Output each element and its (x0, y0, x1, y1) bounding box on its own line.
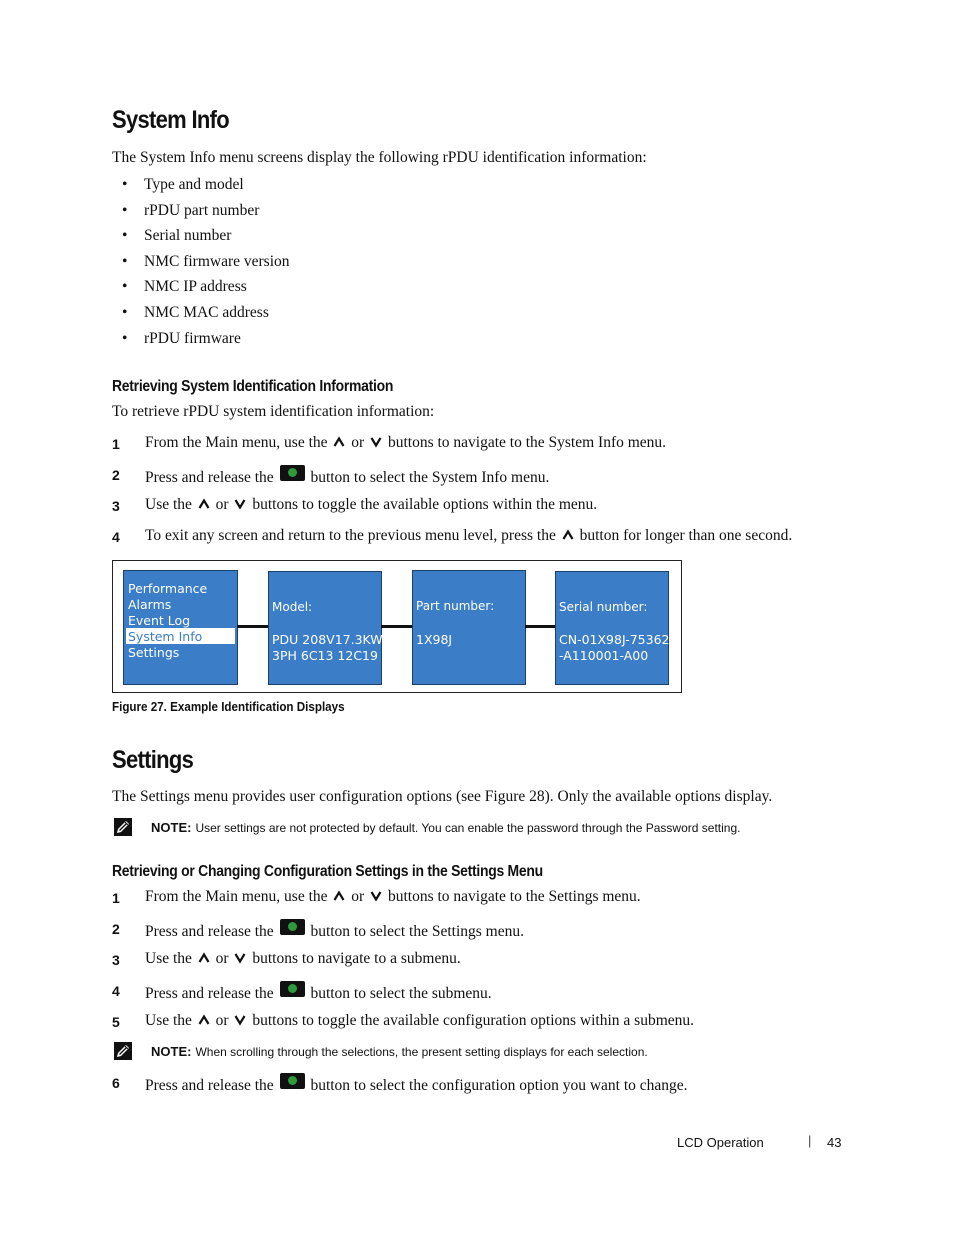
note-pencil-icon (113, 817, 133, 837)
serial-number-line2: -A110001-A00 (559, 648, 649, 663)
step-number: 2 (112, 467, 120, 483)
step-text: Use the or buttons to toggle the available options within the menu. (145, 496, 598, 513)
subheading-retrieving-system-id: Retrieving System Identification Information (112, 378, 394, 395)
select-button-icon (280, 919, 305, 935)
connector-line (381, 625, 412, 628)
step-number: 3 (112, 952, 120, 968)
retrieve-lead-text: To retrieve rPDU system identification information: (112, 403, 435, 420)
select-button-icon (280, 981, 305, 997)
step-number: 6 (112, 1075, 120, 1091)
figure-identification-displays (112, 560, 682, 693)
up-arrow-icon (198, 1014, 210, 1026)
part-number-value: 1X98J (416, 632, 453, 647)
menu-item-event-log: Event Log (128, 613, 191, 628)
part-number-label: Part number: (416, 599, 495, 613)
lcd-part-number-panel (412, 570, 526, 685)
menu-item-performance: Performance (128, 581, 208, 596)
step-text: From the Main menu, use the or buttons to navigate to the System Info menu. (145, 434, 667, 451)
step-text: Press and release the button to select the Settings menu. (145, 919, 524, 941)
note-pencil-icon (113, 1041, 133, 1061)
select-button-icon (280, 1073, 305, 1089)
lcd-main-menu-panel (123, 570, 238, 685)
up-arrow-icon (562, 529, 574, 541)
model-value-line1: PDU 208V17.3KW (272, 632, 383, 647)
step-text: Press and release the button to select the System Info menu. (145, 465, 549, 487)
up-arrow-icon (333, 890, 345, 902)
select-button-icon (280, 465, 305, 481)
model-value-line2: 3PH 6C13 12C19 (272, 648, 378, 663)
step-number: 1 (112, 436, 120, 452)
subheading-configuration-settings: Retrieving or Changing Configuration Settings in the Settings Menu (112, 863, 543, 880)
up-arrow-icon (198, 952, 210, 964)
connector-line (237, 625, 268, 628)
down-arrow-icon (370, 890, 382, 902)
step-text: Use the or buttons to toggle the available configuration options within a submenu. (145, 1012, 695, 1029)
serial-number-line1: CN-01X98J-75362 (559, 632, 670, 647)
section-title-system-info: System Info (112, 106, 229, 134)
menu-item-settings: Settings (128, 645, 180, 660)
serial-number-label: Serial number: (559, 600, 648, 614)
step-number: 3 (112, 498, 120, 514)
model-label: Model: (272, 600, 313, 614)
step-text: Press and release the button to select the configuration option you want to change. (145, 1073, 688, 1095)
step-number: 4 (112, 529, 120, 545)
step-text: Press and release the button to select the submenu. (145, 981, 492, 1003)
lcd-model-panel (268, 571, 382, 685)
step-text: To exit any screen and return to the previous menu level, press the button for longer than one second. (145, 527, 793, 544)
down-arrow-icon (234, 952, 246, 964)
step-number: 1 (112, 890, 120, 906)
step-number: 5 (112, 1014, 120, 1030)
note-scrolling-selections: NOTE: When scrolling through the selections, the present setting displays for each selection. (151, 1044, 648, 1059)
figure-caption: Figure 27. Example Identification Displays (112, 700, 345, 714)
step-text: Use the or buttons to navigate to a submenu. (145, 950, 461, 967)
menu-item-system-info: System Info (128, 629, 203, 644)
footer-section-name: LCD Operation (677, 1135, 764, 1150)
page-number: 43 (827, 1135, 842, 1150)
system-info-intro: The System Info menu screens display the following rPDU identification information: (112, 149, 647, 166)
step-number: 2 (112, 921, 120, 937)
note-settings-password: NOTE: User settings are not protected by default. You can enable the password through the Password setting. (151, 820, 741, 835)
step-number: 4 (112, 983, 120, 999)
connector-line (525, 625, 555, 628)
step-text: From the Main menu, use the or buttons to navigate to the Settings menu. (145, 888, 641, 905)
footer-separator: | (808, 1133, 812, 1148)
down-arrow-icon (370, 436, 382, 448)
up-arrow-icon (198, 498, 210, 510)
settings-intro: The Settings menu provides user configuration options (see Figure 28). Only the available options display. (112, 788, 773, 805)
section-title-settings: Settings (112, 746, 194, 774)
menu-item-alarms: Alarms (128, 597, 172, 612)
up-arrow-icon (333, 436, 345, 448)
down-arrow-icon (234, 1014, 246, 1026)
down-arrow-icon (234, 498, 246, 510)
lcd-serial-number-panel (555, 571, 669, 685)
